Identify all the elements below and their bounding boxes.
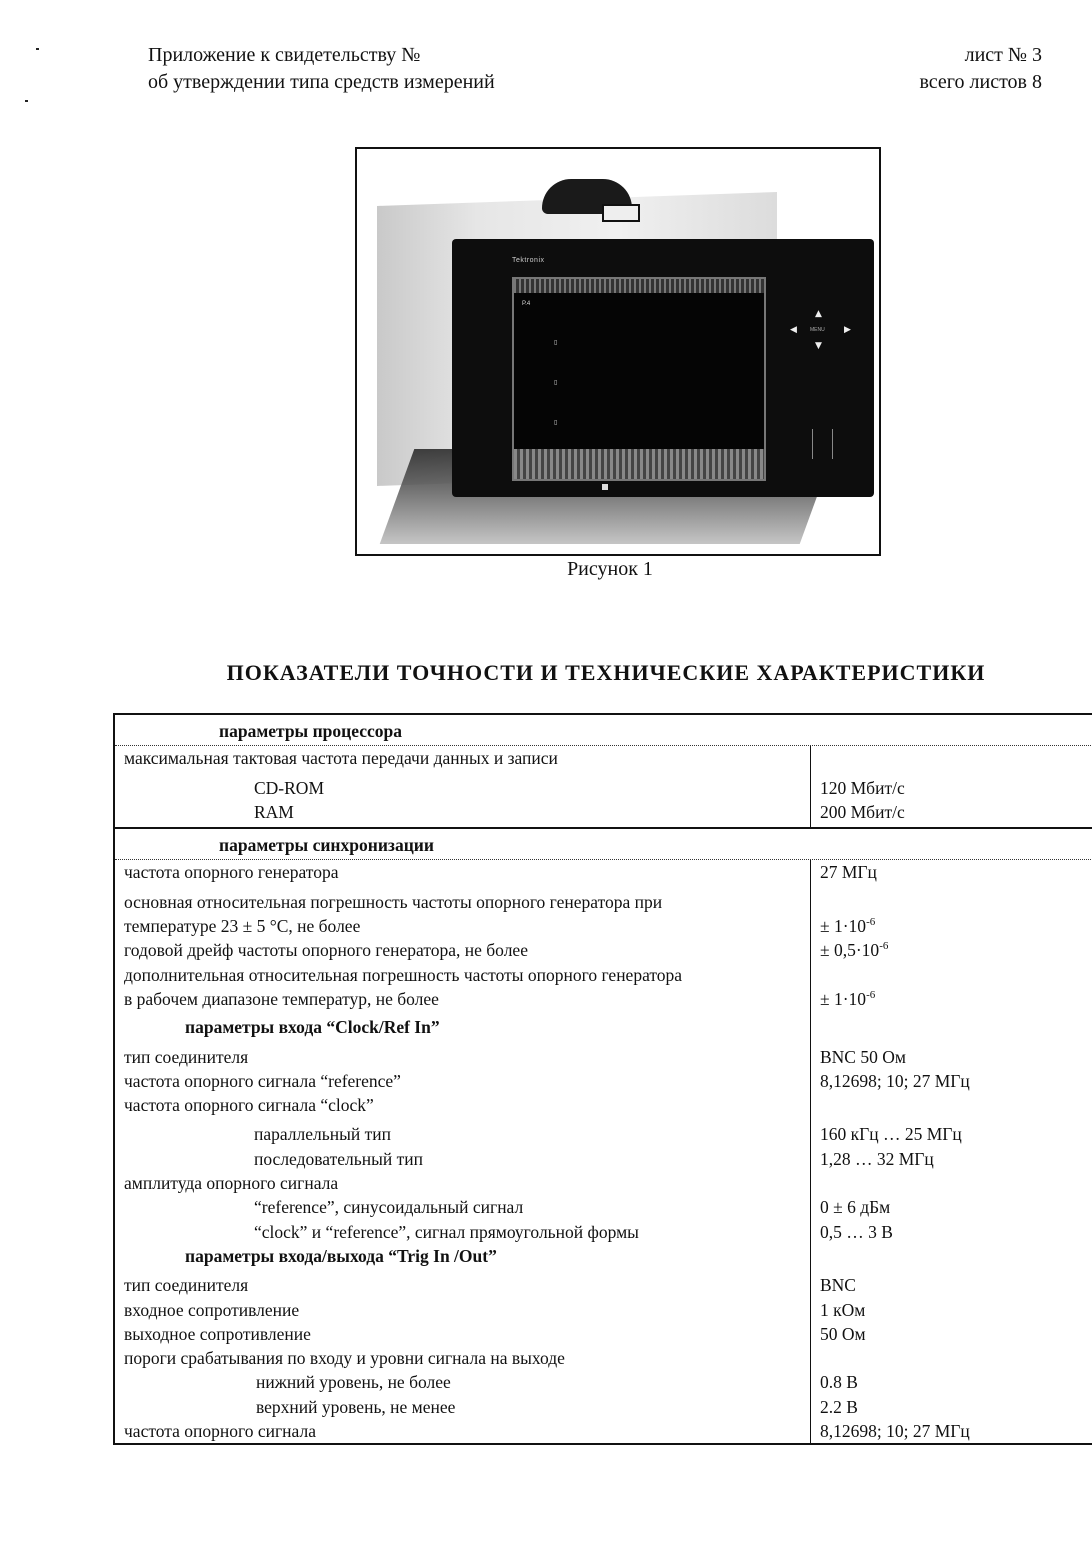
total-sheets: всего листов 8 xyxy=(919,71,1042,93)
param-value xyxy=(811,1171,1092,1195)
param-label: входное сопротивление xyxy=(115,1298,811,1322)
scan-speck xyxy=(25,100,28,102)
param-value: 27 МГц xyxy=(820,862,877,883)
param-value xyxy=(811,885,1092,914)
table-row xyxy=(115,1220,1092,1244)
sheet-number: лист № 3 xyxy=(964,44,1042,66)
param-value: 1,28 … 32 МГц xyxy=(820,1148,934,1169)
table-row xyxy=(115,1069,1092,1093)
group-title: параметры входа “Clock/Ref In” xyxy=(115,1011,811,1039)
arrow-up-icon: ▲ xyxy=(815,309,822,319)
device-screen xyxy=(512,277,766,481)
table-row xyxy=(115,885,1092,914)
table-row xyxy=(115,1093,1092,1117)
group-header-processor xyxy=(115,715,1092,746)
table-row xyxy=(115,1346,1092,1370)
param-label: частота опорного сигнала “reference” xyxy=(115,1069,811,1093)
screen-marker: ▯ xyxy=(554,420,558,426)
arrow-right-icon: ▶ xyxy=(844,325,851,335)
table-row xyxy=(115,1322,1092,1346)
param-label: частота опорного сигнала “clock” xyxy=(115,1093,811,1117)
table-row xyxy=(115,1419,1092,1443)
param-value xyxy=(811,963,1092,987)
param-label: амплитуда опорного сигнала xyxy=(115,1171,811,1195)
table-row xyxy=(115,914,1092,938)
group-title: параметры синхронизации xyxy=(219,835,434,856)
param-value: ± $0,5\cdot 10^{-6}$ xyxy=(820,940,889,961)
param-value xyxy=(811,1346,1092,1370)
table-row xyxy=(115,987,1092,1011)
group-header-synchronization xyxy=(115,827,1092,860)
table-row xyxy=(115,746,1092,770)
device-top-badge xyxy=(602,204,640,222)
param-label: параллельный тип xyxy=(115,1117,811,1146)
param-value: 1 кОм xyxy=(820,1299,866,1320)
scan-speck xyxy=(36,48,39,50)
table-row xyxy=(115,1117,1092,1146)
param-value xyxy=(811,746,1092,770)
group-header-clock-ref-in xyxy=(115,1011,1092,1039)
param-label: CD-ROM xyxy=(115,771,811,800)
menu-key-label: MENU xyxy=(810,327,825,333)
param-label: годовой дрейф частоты опорного генератора, не более xyxy=(115,938,811,962)
device-keypad xyxy=(782,279,862,479)
param-label: в рабочем диапазоне температур, не более xyxy=(115,987,811,1011)
param-value: 0,5 … 3 В xyxy=(820,1221,893,1242)
group-title: параметры процессора xyxy=(219,721,402,741)
table-row xyxy=(115,1040,1092,1069)
group-header-trig-in-out xyxy=(115,1244,1092,1268)
section-title: ПОКАЗАТЕЛИ ТОЧНОСТИ И ТЕХНИЧЕСКИЕ ХАРАКТЕРИСТИКИ xyxy=(226,660,986,685)
param-value: 2.2 В xyxy=(820,1396,858,1417)
param-label: максимальная тактовая частота передачи данных и записи xyxy=(115,746,811,770)
screen-tag: P.4 xyxy=(522,301,531,307)
param-value: BNC 50 Ом xyxy=(820,1046,906,1067)
param-value: 50 Ом xyxy=(820,1323,866,1344)
document-header-right xyxy=(919,42,1042,96)
table-row xyxy=(115,963,1092,987)
table-row xyxy=(115,1298,1092,1322)
front-slot xyxy=(812,429,817,459)
table-row xyxy=(115,1395,1092,1419)
device-photo-frame xyxy=(355,147,881,556)
param-label: последовательный тип xyxy=(115,1147,811,1171)
table-row xyxy=(115,1171,1092,1195)
arrow-down-icon: ▼ xyxy=(815,341,822,351)
table-row xyxy=(115,938,1092,962)
param-label: выходное сопротивление xyxy=(115,1322,811,1346)
param-value: 8,12698; 10; 27 МГц xyxy=(820,1421,970,1442)
screen-bottom-bar xyxy=(514,449,764,479)
param-label: “clock” и “reference”, сигнал прямоугольной формы xyxy=(115,1220,811,1244)
document-header-left xyxy=(148,42,495,96)
header-approval-line: об утверждении типа средств измерений xyxy=(148,71,495,93)
param-label: верхний уровень, не менее xyxy=(115,1395,811,1419)
param-value: 0.8 В xyxy=(820,1372,858,1393)
param-label: нижний уровень, не более xyxy=(115,1370,811,1394)
param-value: BNC xyxy=(820,1275,856,1296)
param-value: ± $1\cdot 10^{-6}$ xyxy=(820,916,876,937)
param-label: пороги срабатывания по входу и уровни сигнала на выходе xyxy=(115,1346,811,1370)
table-row xyxy=(115,1195,1092,1219)
param-label: тип соединителя xyxy=(115,1268,811,1297)
table-row xyxy=(115,1147,1092,1171)
table-row xyxy=(115,800,1092,827)
specifications-table xyxy=(113,713,1092,1445)
param-label: частота опорного генератора xyxy=(115,860,811,884)
param-value: 200 Мбит/с xyxy=(820,801,905,822)
table-row xyxy=(115,771,1092,800)
device-brand-label: Tektronix xyxy=(512,257,545,264)
header-appendix-line: Приложение к свидетельству № xyxy=(148,44,421,66)
front-slot xyxy=(832,429,837,459)
param-value: 160 кГц … 25 МГц xyxy=(820,1124,962,1145)
param-value xyxy=(811,1093,1092,1117)
table-row xyxy=(115,1268,1092,1297)
arrow-left-icon: ◀ xyxy=(790,325,797,335)
param-value: 120 Мбит/с xyxy=(820,777,905,798)
param-value: 0 ± 6 дБм xyxy=(820,1197,891,1218)
screen-marker: ▯ xyxy=(554,340,558,346)
param-label: дополнительная относительная погрешность частоты опорного генератора xyxy=(115,963,811,987)
param-label: “reference”, синусоидальный сигнал xyxy=(115,1195,811,1219)
param-label: тип соединителя xyxy=(115,1040,811,1069)
table-row xyxy=(115,1370,1092,1394)
screen-marker: ▯ xyxy=(554,380,558,386)
device-front-panel xyxy=(452,239,874,497)
param-value: 8,12698; 10; 27 МГц xyxy=(820,1070,970,1091)
param-label: частота опорного сигнала xyxy=(115,1419,811,1443)
power-button xyxy=(602,484,608,490)
figure-caption: Рисунок 1 xyxy=(567,558,653,580)
param-label: температуре 23 ± 5 °С, не более xyxy=(115,914,811,938)
param-label: RAM xyxy=(115,800,811,827)
table-row xyxy=(115,860,1092,884)
param-label: основная относительная погрешность частоты опорного генератора при xyxy=(115,885,811,914)
screen-top-bar xyxy=(514,279,764,293)
param-value: ± $1\cdot 10^{-6}$ xyxy=(820,988,876,1009)
group-title: параметры входа/выхода “Trig In /Out” xyxy=(115,1244,811,1268)
